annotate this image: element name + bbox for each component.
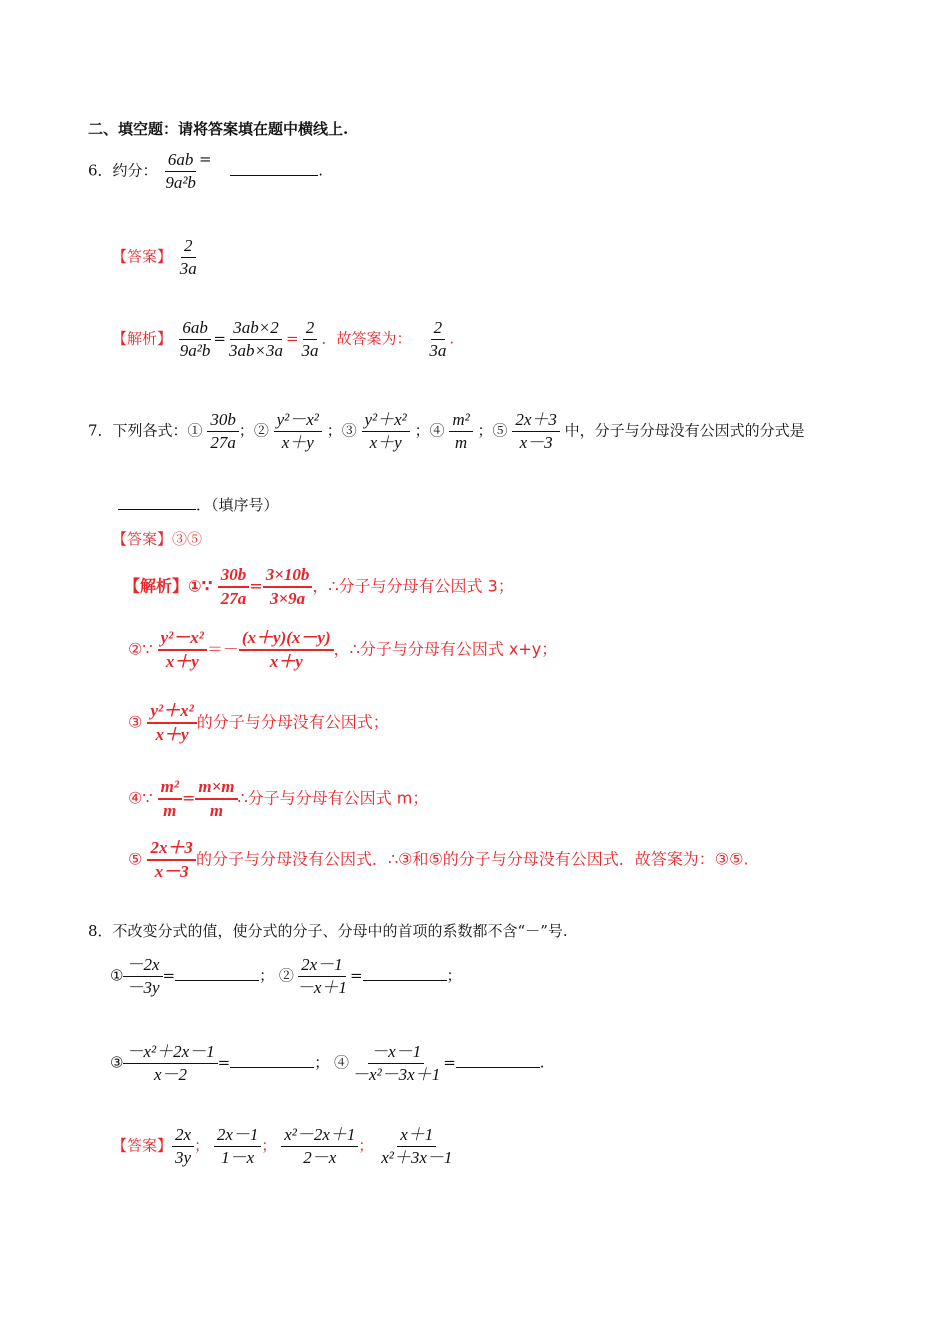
q8-stem: 8．不改变分式的值，使分式的分子、分母中的首项的系数都不含“－”号. [88,922,568,940]
q6-stem: 6．约分： $\frac{6ab}{\text{9a²b}}$ = . [88,149,324,192]
section-title: 二、填空题：请将答案填在题中横线上. [88,120,349,138]
q6-prefix: 6．约分： [88,161,158,180]
q8-blank-1[interactable] [175,980,259,981]
q7-explanation-4: ④∵ $\frac{\text{m²}}{m}$ = $\frac{m\times m}{m}$ ∴分子与分母有公因式 m； [128,777,429,820]
q8-blank-2[interactable] [363,980,447,981]
q6-explanation: 【解析】 $\frac{6ab}{\text{9a²b}}$ = $\frac{3ab\times 2}{3ab\times 3a}$ = $\frac{2}{3a}$ ．故答案为： $\frac{2}{3a}$ . [112,318,455,360]
q7-answer-value: ③⑤ [172,530,203,548]
answer-label: 【答案】 [112,530,173,548]
q7-stem: 7．下列各式：① $\frac{30b}{27a}$ ；② $\frac{\text{y²－x²}}{x+y}$ ；③ $\frac{\text{y²＋x²}}{x+y}$ ；④ $\frac{\text{m²}}{m}$ ；⑤ $\frac{2x+3}{x-3}$ 中，分子与分母没有公因式的分式是 [88,410,805,452]
q7-explanation-1: 【解析】①∵ $\frac{30b}{27a}$ = $\frac{3\times 10b}{3\times 9a}$ ，∴分子与分母有公因式 3； [124,565,514,608]
q8-items-row1: ① $\frac{-2x}{-3y}$ = ； ② $\frac{2x-1}{-x+1}$ = ； [110,955,462,997]
q7-answer [112,528,202,549]
q6-answer [112,236,200,279]
answer-label: 【答案】 [112,1136,173,1155]
q7-explanation-3: ③ $\frac{\text{y²＋x²}}{x+y}$ 的分子与分母没有公因式； [128,701,389,744]
explanation-label: 【解析】 [112,329,173,348]
q7-line2: ．（填序号） [118,494,279,515]
q6-answer-blank[interactable] [230,175,318,176]
q8-blank-4[interactable] [456,1067,540,1068]
q6-fraction: $\frac{6ab}{\text{9a²b}}$ [165,150,196,192]
q7-answer-blank[interactable] [118,509,196,510]
answer-label: 【答案】 [112,247,173,266]
q8-answer: 【答案】 $\frac{2x}{3y}$ ； $\frac{2x-1}{1-x}$ ； $\frac{\text{x²－2x＋1}}{2-x}$ ； $\frac{x+1}{\text{x²＋3x－1}}$ [112,1125,453,1167]
q8-blank-3[interactable] [230,1067,314,1068]
q7-explanation-5: ⑤ $\frac{2x+3}{x-3}$ 的分子与分母没有公因式．∴③和⑤的分子与分母没有公因式．故答案为：③⑤. [128,838,749,881]
q6-equals: = [198,149,212,168]
q7-explanation-2: ②∵ $\frac{\text{y²－x²}}{x+y}$ ＝－ $\frac{(x+y)(x-y)}{x+y}$ ，∴分子与分母有公因式 x+y； [128,628,558,671]
q6-answer-fraction: $\frac{2}{3a}$ [179,236,197,278]
q8-items-row2: ③ $\frac{\text{－x²＋2x－1}}{x-2}$ = ； ④ $\frac{-x-1}{\text{－x²－3x＋1}}$ = . [110,1042,545,1084]
